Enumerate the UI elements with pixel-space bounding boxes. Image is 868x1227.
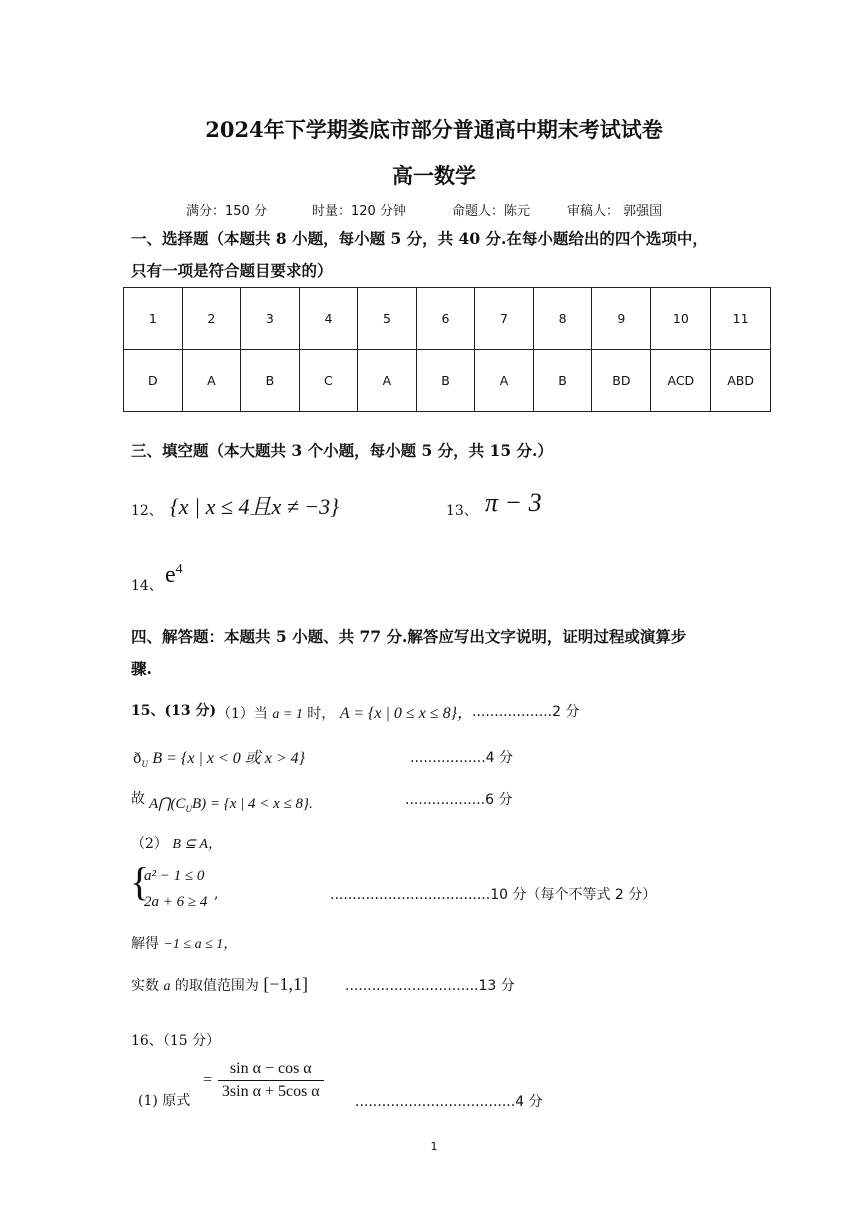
- q16-equals: =: [202, 1071, 213, 1089]
- q15-system-comma: ,: [214, 886, 219, 902]
- q16-label: 16、（15 分）: [131, 1033, 221, 1049]
- q15-solve-prefix: 解得: [131, 936, 159, 952]
- section4-heading-line2: 骤.: [131, 659, 152, 678]
- q16-numerator: sin α − cos α: [218, 1060, 324, 1081]
- q13-answer: π − 3: [485, 488, 542, 517]
- q14-answer: [165, 562, 183, 589]
- section3-heading: 三、填空题（本大题共 3 个小题，每小题 5 分，共 15 分.）: [131, 441, 553, 460]
- answer-cell: C: [299, 350, 358, 412]
- question-number-cell: 5: [358, 288, 417, 350]
- q15-score-4: .................4 分: [410, 750, 514, 766]
- q15-complement: [133, 745, 305, 769]
- q15-intersection-rest: B) = {x | 4 < x ≤ 8}.: [191, 796, 313, 812]
- q15-solve-expr: −1 ≤ a ≤ 1，: [163, 937, 238, 952]
- q15-complement-sub: U: [141, 758, 148, 769]
- exam-title: 2024年下学期娄底市部分普通高中期末考试试卷: [205, 117, 663, 142]
- section1-heading-line1: 一、选择题（本题共 8 小题，每小题 5 分，共 40 分.在每小题给出的四个选项中，: [131, 229, 708, 248]
- question-number-cell: 1: [124, 288, 183, 350]
- q16-score-4: ....................................4 分: [355, 1094, 543, 1110]
- q15-score-10: ....................................10 分（每个不等式 2 分）: [330, 887, 657, 903]
- q14-base: e: [165, 562, 176, 588]
- q15-score-6: ..................6 分: [405, 792, 513, 808]
- exam-reviewer: 审稿人： 郭强国: [567, 204, 663, 219]
- q15-intersection: [149, 794, 313, 814]
- q15-part2-expr: B ⊆ A，: [172, 837, 222, 852]
- q12-answer: {x | x ≤ 4且x ≠ −3}: [170, 494, 339, 519]
- q15-set-A: A = {x | 0 ≤ x ≤ 8}，: [339, 705, 473, 722]
- section4-heading-line1: 四、解答题：本题共 5 小题、共 77 分.解答应写出文字说明，证明过程或演算步: [131, 627, 687, 646]
- answer-table-answer-row: [124, 350, 771, 412]
- q15-solve: [131, 933, 237, 953]
- full-score: 满分：150 分: [186, 204, 267, 219]
- q15-score-2: ..................2 分: [472, 704, 580, 720]
- answer-cell: A: [475, 350, 534, 412]
- answer-cell: B: [416, 350, 475, 412]
- q14-label: 14、: [131, 578, 163, 594]
- question-number-cell: 11: [711, 288, 771, 350]
- q15-range-prefix: 实数: [131, 978, 159, 994]
- q15-range-mid: 的取值范围为: [174, 978, 259, 994]
- answer-table-number-row: [124, 288, 771, 350]
- answer-cell: BD: [592, 350, 651, 412]
- q15-range-var: a: [163, 979, 171, 994]
- exam-author: 命题人：陈元: [452, 204, 531, 219]
- question-number-cell: 2: [182, 288, 241, 350]
- answer-cell: ACD: [651, 350, 711, 412]
- q15-part1-condition: a = 1: [272, 707, 303, 722]
- q15-part2-label: （2）: [131, 836, 168, 852]
- question-number-cell: 9: [592, 288, 651, 350]
- page-number: 1: [430, 1140, 438, 1153]
- q15-complement-expr: B = {x | x < 0 或 x > 4}: [152, 750, 306, 767]
- answer-cell: B: [241, 350, 300, 412]
- question-number-cell: 3: [241, 288, 300, 350]
- q15-system-line2: 2a + 6 ≥ 4: [144, 894, 208, 910]
- question-number-cell: 7: [475, 288, 534, 350]
- q15-intersection-start: A⋂(C: [149, 796, 186, 812]
- question-number-cell: 8: [533, 288, 592, 350]
- q14-exponent: 4: [175, 562, 183, 577]
- answer-cell: A: [182, 350, 241, 412]
- q15-complement-symbol: ð: [133, 751, 142, 767]
- q15-system-brace: {: [130, 859, 150, 904]
- q15-range-interval: [−1,1]: [263, 974, 308, 994]
- q16-fraction-expr: [202, 1060, 324, 1101]
- q12-label: 12、: [131, 503, 163, 519]
- q16-denominator: 3sin α + 5cos α: [221, 1083, 320, 1100]
- q15-system-line1: a² − 1 ≤ 0: [144, 868, 205, 884]
- q15-part1-prefix: （1）当: [217, 706, 268, 722]
- q15-label: 15、(13 分): [131, 703, 217, 719]
- exam-time: 时量：120 分钟: [312, 204, 406, 219]
- q13-label: 13、: [446, 503, 478, 519]
- answer-cell: B: [533, 350, 592, 412]
- q15-part1-intro: [217, 700, 473, 723]
- q15-range: [131, 974, 308, 995]
- answer-cell: ABD: [711, 350, 771, 412]
- answer-cell: D: [124, 350, 183, 412]
- q15-part2: [131, 833, 222, 853]
- section1-heading-line2: 只有一项是符合题目要求的）: [131, 261, 333, 280]
- question-number-cell: 10: [651, 288, 711, 350]
- q15-therefore: 故: [131, 791, 145, 807]
- answer-cell: A: [358, 350, 417, 412]
- q15-part1-mid: 时，: [307, 706, 336, 722]
- question-number-cell: 6: [416, 288, 475, 350]
- q15-score-13: ..............................13 分: [345, 978, 515, 994]
- q16-part1-label: (1) 原式: [138, 1093, 191, 1109]
- answer-table: [123, 287, 771, 412]
- q15-intersection-sub: U: [185, 804, 192, 814]
- question-number-cell: 4: [299, 288, 358, 350]
- q16-fraction: [218, 1060, 324, 1101]
- exam-subtitle: 高一数学: [392, 163, 476, 188]
